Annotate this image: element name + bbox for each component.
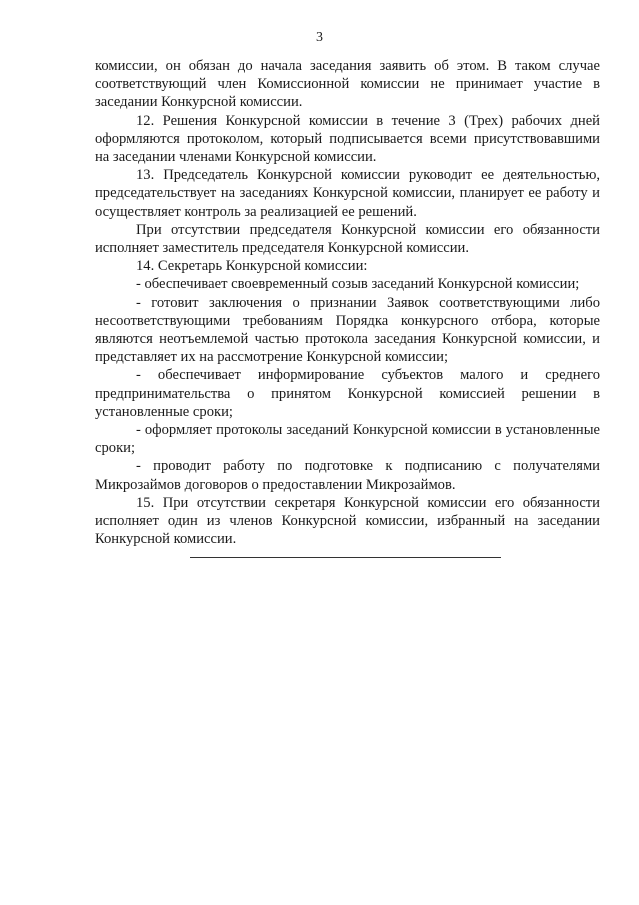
list-item-contracts: - проводит работу по подготовке к подписанию с получателями Микрозаймов договоров о предоставлении Микрозаймов.: [95, 458, 600, 493]
end-separator-line: [190, 557, 501, 558]
paragraph-item-14: 14. Секретарь Конкурсной комиссии:: [136, 258, 368, 275]
list-item-conclusions: - готовит заключения о признании Заявок соответствующими либо несоответствующими требованиям Порядка конкурсного отбора, которые являются неотъемлемой частью протокола заседания Конкурсной комиссии, и представляет их на рассмотрение Конкурсной комиссии;: [95, 294, 600, 366]
paragraph-chair-absence: При отсутствии председателя Конкурсной комиссии его обязанности исполняет заместитель председателя Конкурсной комиссии.: [95, 221, 600, 257]
paragraph-continuation: комиссии, он обязан до начала заседания заявить об этом. В таком случае соответствующий член Комиссионной комиссии не принимает участие в заседании Конкурсной комиссии.: [95, 58, 600, 111]
paragraph-item-13: 13. Председатель Конкурсной комиссии руководит ее деятельностью, председательствует на заседаниях Конкурсной комиссии, планирует ее работу и осуществляет контроль за реализацией ее решений.: [95, 167, 600, 220]
paragraph-item-12: 12. Решения Конкурсной комиссии в течение 3 (Трех) рабочих дней оформляются протоколом, который подписывается всеми присутствовавшими на заседании членами Конкурсной комиссии.: [95, 112, 600, 166]
page-number: 3: [316, 30, 323, 45]
paragraph-item-15: 15. При отсутствии секретаря Конкурсной комиссии его обязанности исполняет один из членов Конкурсной комиссии, избранный на заседании Конкурсной комиссии.: [95, 494, 600, 548]
list-item-protocols: - оформляет протоколы заседаний Конкурсной комиссии в установленные сроки;: [95, 422, 600, 457]
list-item-inform: - обеспечивает информирование субъектов малого и среднего предпринимательства о принятом Конкурсной комиссией решении в установленные сроки;: [95, 367, 600, 420]
document-body: [95, 57, 600, 548]
list-item-convene: - обеспечивает своевременный созыв заседаний Конкурсной комиссии;: [136, 276, 580, 293]
